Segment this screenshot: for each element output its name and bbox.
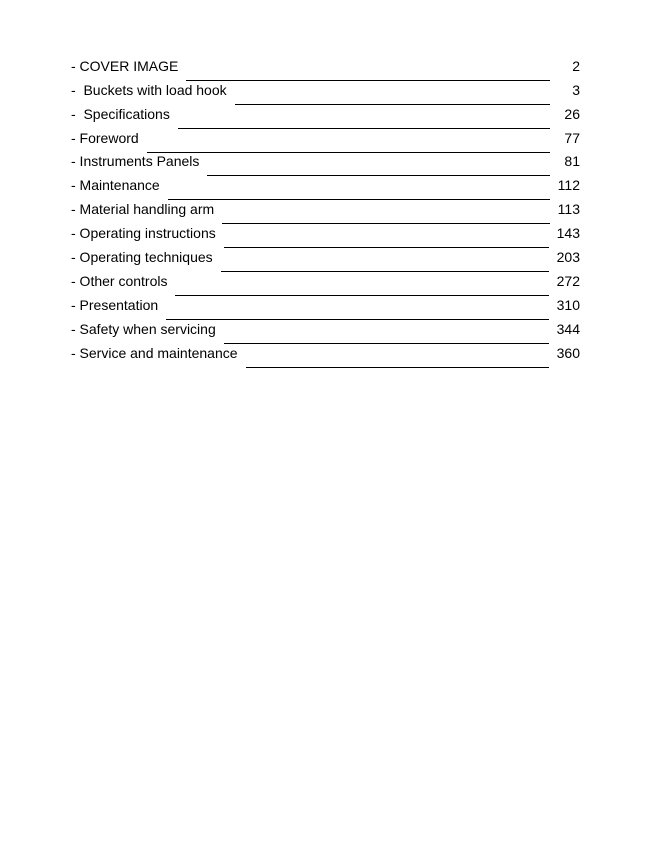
toc-page-number: 203 xyxy=(556,249,580,266)
toc-entry-title: - Operating instructions xyxy=(71,225,216,242)
toc-entry-title: - Specifications xyxy=(71,105,170,122)
toc-leader-line xyxy=(222,222,550,224)
toc-page-number: 272 xyxy=(556,272,580,289)
toc-entry-title: - Maintenance xyxy=(71,177,160,194)
toc-entry-title: - Buckets with load hook xyxy=(71,81,227,98)
toc-page-number: 81 xyxy=(564,153,580,170)
toc-entry-title: - Instruments Panels xyxy=(71,153,200,170)
toc-leader-line xyxy=(207,174,550,176)
toc-leader-line xyxy=(221,270,549,272)
toc-leader-line xyxy=(147,151,550,153)
toc-leader-line xyxy=(186,79,550,81)
toc-entry[interactable] xyxy=(71,176,580,200)
toc-page-number: 143 xyxy=(556,225,580,242)
toc-entry[interactable] xyxy=(71,153,580,177)
toc-entry[interactable] xyxy=(71,129,580,153)
toc-page-number: 113 xyxy=(557,201,580,218)
toc-entry-title: - Material handling arm xyxy=(71,201,215,218)
toc-entry-title: - Presentation xyxy=(71,296,159,313)
toc-page-number: 3 xyxy=(572,81,580,98)
toc-page-number: 112 xyxy=(557,177,580,194)
toc-leader-line xyxy=(178,127,550,129)
toc-entry[interactable] xyxy=(71,105,580,129)
toc-page-number: 26 xyxy=(564,105,580,122)
table-of-contents xyxy=(71,57,580,368)
toc-entry-title: - Safety when servicing xyxy=(71,320,216,337)
toc-entry-title: - Service and maintenance xyxy=(71,344,238,361)
toc-leader-line xyxy=(246,366,549,368)
toc-entry-title: - Operating techniques xyxy=(71,249,213,266)
toc-entry[interactable] xyxy=(71,200,580,224)
toc-entry[interactable] xyxy=(71,296,580,320)
toc-entry[interactable] xyxy=(71,272,580,296)
toc-leader-line xyxy=(166,318,548,320)
toc-leader-line xyxy=(224,246,549,248)
toc-entry[interactable] xyxy=(71,248,580,272)
toc-page-number: 344 xyxy=(556,320,580,337)
toc-entry[interactable] xyxy=(71,320,580,344)
toc-leader-line xyxy=(224,342,549,344)
toc-entry[interactable] xyxy=(71,57,580,81)
toc-leader-line xyxy=(168,198,550,200)
toc-leader-line xyxy=(235,103,550,105)
toc-entry[interactable] xyxy=(71,344,580,368)
toc-page-number: 77 xyxy=(564,129,580,146)
toc-entry-title: - Foreword xyxy=(71,129,139,146)
toc-entry-title: - Other controls xyxy=(71,272,168,289)
toc-entry[interactable] xyxy=(71,81,580,105)
toc-page-number: 310 xyxy=(556,296,580,313)
toc-page-number: 360 xyxy=(556,344,580,361)
toc-leader-line xyxy=(175,294,548,296)
toc-entry-title: - COVER IMAGE xyxy=(71,57,179,74)
toc-page-number: 2 xyxy=(572,57,580,74)
toc-entry[interactable] xyxy=(71,224,580,248)
